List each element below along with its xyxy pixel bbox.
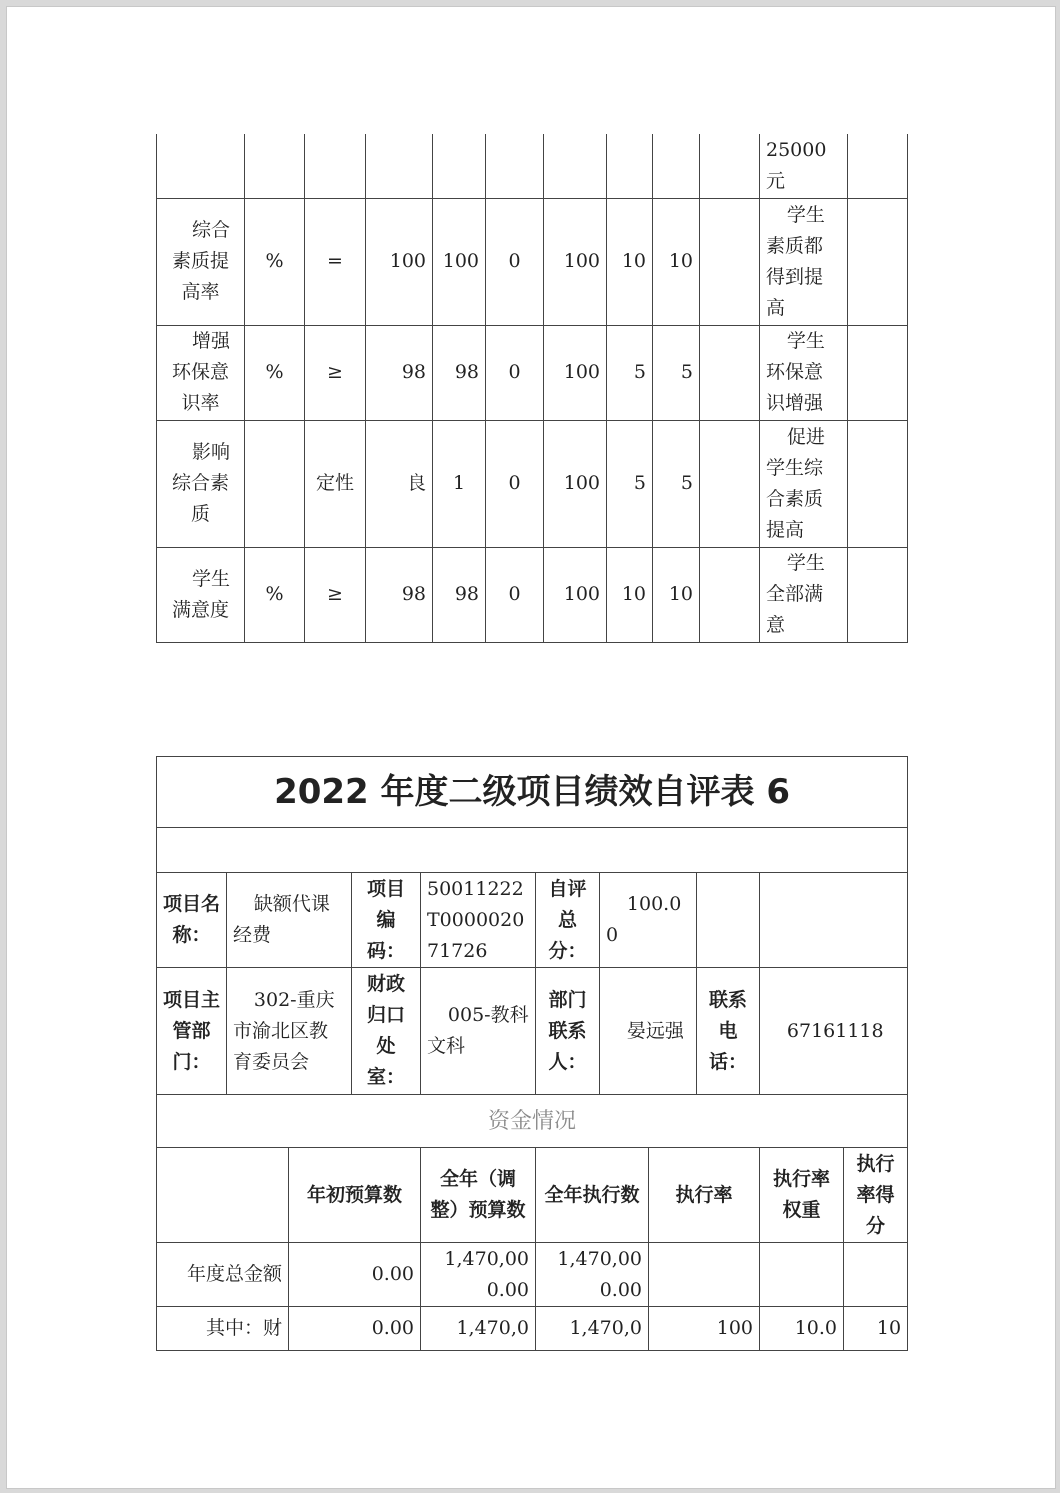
empty-cell — [760, 873, 908, 968]
contact-value: 晏远强 — [600, 968, 697, 1095]
indicator-target: 100 — [366, 198, 433, 325]
indicator-name: 增强环保意识率 — [157, 325, 245, 420]
funds-initial: 0.00 — [289, 1243, 421, 1307]
funds-rate — [649, 1243, 760, 1307]
funds-header — [157, 1148, 289, 1243]
document-page — [6, 6, 1056, 1489]
self-score-label: 自评总分： — [536, 873, 600, 968]
indicator-completion: 100 — [544, 420, 607, 547]
phone-label: 联系电话： — [697, 968, 760, 1095]
blank-row — [157, 828, 908, 873]
indicator-operator: ≥ — [305, 325, 366, 420]
table-row — [157, 873, 908, 968]
indicator-score: 5 — [653, 325, 700, 420]
funds-initial: 0.00 — [289, 1307, 421, 1351]
table-row — [157, 547, 908, 642]
finance-office-label: 财政归口处室： — [352, 968, 421, 1095]
funds-header: 全年执行数 — [536, 1148, 649, 1243]
indicator-desc: 学生环保意识增强 — [760, 325, 848, 420]
indicator-operator: 定性 — [305, 420, 366, 547]
indicator-name: 影响综合素质 — [157, 420, 245, 547]
indicator-deviation: 0 — [486, 325, 544, 420]
funds-row-label: 年度总金额 — [157, 1243, 289, 1307]
contact-label: 部门联系人： — [536, 968, 600, 1095]
dept-label: 项目主管部门： — [157, 968, 227, 1095]
indicator-reason — [700, 325, 760, 420]
indicator-actual: 98 — [433, 325, 486, 420]
indicator-actual: 100 — [433, 198, 486, 325]
form-title: 2022 年度二级项目绩效自评表 6 — [157, 757, 908, 828]
table-row — [157, 420, 908, 547]
funds-weight: 10.0 — [760, 1307, 844, 1351]
table-row — [157, 757, 908, 828]
indicator-weight: 5 — [607, 420, 653, 547]
indicator-reason — [700, 198, 760, 325]
funds-score — [844, 1243, 908, 1307]
funds-executed: 1,470,000.00 — [536, 1243, 649, 1307]
indicator-score: 10 — [653, 547, 700, 642]
table-row — [157, 1307, 908, 1351]
indicator-completion: 100 — [544, 325, 607, 420]
indicator-target: 98 — [366, 547, 433, 642]
indicator-deviation: 0 — [486, 198, 544, 325]
indicator-table — [156, 134, 908, 643]
self-score-value: 100.00 — [600, 873, 697, 968]
finance-office-value: 005-教科文科 — [421, 968, 536, 1095]
indicator-desc: 学生素质都得到提高 — [760, 198, 848, 325]
indicator-unit: % — [245, 547, 305, 642]
indicator-operator: = — [305, 198, 366, 325]
funds-header: 执行率 — [649, 1148, 760, 1243]
project-name-label: 项目名称： — [157, 873, 227, 968]
indicator-actual: 98 — [433, 547, 486, 642]
indicator-reason — [700, 547, 760, 642]
indicator-weight: 5 — [607, 325, 653, 420]
indicator-completion: 100 — [544, 547, 607, 642]
table-row — [157, 198, 908, 325]
indicator-reason — [700, 420, 760, 547]
indicator-target: 98 — [366, 325, 433, 420]
indicator-score: 10 — [653, 198, 700, 325]
indicator-operator: ≥ — [305, 547, 366, 642]
indicator-weight: 10 — [607, 198, 653, 325]
indicator-actual: 1 — [433, 420, 486, 547]
funds-adjusted: 1,470,000.00 — [421, 1243, 536, 1307]
indicator-deviation: 0 — [486, 420, 544, 547]
funds-adjusted: 1,470,0 — [421, 1307, 536, 1351]
indicator-unit: % — [245, 325, 305, 420]
funds-header: 执行率得分 — [844, 1148, 908, 1243]
table-row — [157, 134, 908, 198]
table-row — [157, 828, 908, 873]
project-code-label: 项目编码： — [352, 873, 421, 968]
standard-cell: 25000元 — [760, 134, 848, 198]
indicator-weight: 10 — [607, 547, 653, 642]
table-row — [157, 968, 908, 1095]
empty-cell — [697, 873, 760, 968]
phone-value: 67161118 — [760, 968, 908, 1095]
project-name-value: 缺额代课经费 — [227, 873, 352, 968]
indicator-deviation: 0 — [486, 547, 544, 642]
funds-rate: 100 — [649, 1307, 760, 1351]
funds-section-title: 资金情况 — [157, 1095, 908, 1148]
indicator-desc: 学生全部满意 — [760, 547, 848, 642]
dept-value: 302-重庆市渝北区教育委员会 — [227, 968, 352, 1095]
table-row — [157, 1095, 908, 1148]
indicator-name: 综合素质提高率 — [157, 198, 245, 325]
self-evaluation-form — [156, 756, 908, 1351]
funds-header: 执行率权重 — [760, 1148, 844, 1243]
funds-weight — [760, 1243, 844, 1307]
table-row — [157, 1243, 908, 1307]
funds-executed: 1,470,0 — [536, 1307, 649, 1351]
table-row — [157, 325, 908, 420]
indicator-desc: 促进学生综合素质提高 — [760, 420, 848, 547]
table-row — [157, 1148, 908, 1243]
funds-score: 10 — [844, 1307, 908, 1351]
indicator-target: 良 — [366, 420, 433, 547]
indicator-score: 5 — [653, 420, 700, 547]
funds-header: 年初预算数 — [289, 1148, 421, 1243]
indicator-name: 学生满意度 — [157, 547, 245, 642]
funds-header: 全年（调整）预算数 — [421, 1148, 536, 1243]
project-code-value: 50011222T000002071726 — [421, 873, 536, 968]
indicator-unit: % — [245, 198, 305, 325]
funds-row-label: 其中：财 — [157, 1307, 289, 1351]
indicator-unit — [245, 420, 305, 547]
indicator-completion: 100 — [544, 198, 607, 325]
